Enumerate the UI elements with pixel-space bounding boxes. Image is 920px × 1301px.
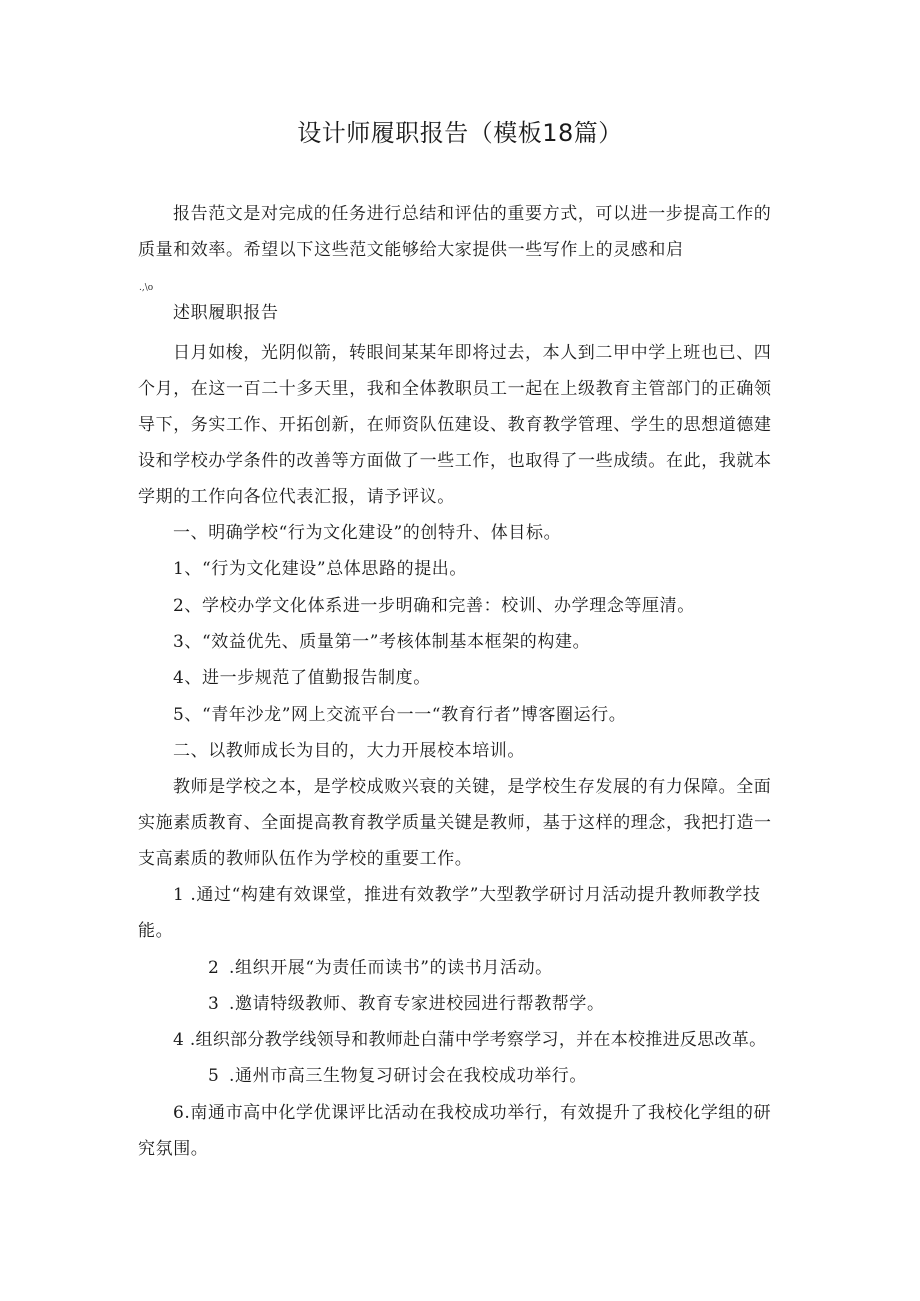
list-text: .组织开展“为责任而读书”的读书月活动。 [229, 958, 553, 978]
list-item: 1、“行为文化建设”总体思路的提出。 [173, 559, 467, 579]
list-item [138, 986, 778, 1022]
list-item: 2、学校办学文化体系进一步明确和完善：校训、办学理念等厘清。 [173, 596, 695, 616]
list-number: 5 [208, 1066, 220, 1086]
list-text: .通州市高三生物复习研讨会在我校成功举行。 [229, 1066, 588, 1086]
teacher-paragraph: 教师是学校之本，是学校成败兴衰的关键，是学校生存发展的有力保障。全面实施素质教育、全面提高教育教学质量关键是教师，基于这样的理念，我把打造一支高素质的教师队伍作为学校的重要工作。 [138, 777, 772, 869]
list-item [138, 1058, 778, 1094]
intro-paragraph: 报告范文是对完成的任务进行总结和评估的重要方式，可以进一步提高工作的质量和效率。希望以下这些范文能够给大家提供一些写作上的灵感和启 [138, 204, 772, 260]
list-item: 5、“青年沙龙”网上交流平台一一“教育行者”博客圈运行。 [173, 705, 627, 725]
list-item: 1 .通过“构建有效课堂，推进有效教学”大型教学研讨月活动提升教师教学技能。 [138, 885, 761, 941]
document-title: 设计师履职报告（模板18篇） [297, 119, 623, 147]
section-heading-2: 二、以教师成长为目的，大力开展校本培训。 [173, 741, 525, 761]
opening-paragraph: 日月如梭，光阴似箭，转眼间某某年即将过去，本人到二甲中学上班也已、四个月，在这一百二十多天里，我和全体教职员工一起在上级教育主管部门的正确领导下，务实工作、开拓创新，在师资队伍建设、教育教学管理、学生的思想道德建设和学校办学条件的改善等方面做了一些工作，也取得了一些成绩。在此，我就本学期的工作向各位代表汇报，请予评议。 [138, 343, 772, 507]
list-item: 4、进一步规范了值勤报告制度。 [173, 668, 431, 688]
list-number: 2 [208, 958, 220, 978]
section-heading-1: 一、明确学校“行为文化建设”的创特升、体目标。 [173, 523, 562, 543]
list-item: 3、“效益优先、质量第一”考核体制基本框架的构建。 [173, 632, 591, 652]
list-item: 6.南通市高中化学优课评比活动在我校成功举行，有效提升了我校化学组的研究氛围。 [138, 1103, 772, 1159]
report-heading: 述职履职报告 [173, 303, 279, 323]
list-number: 3 [208, 994, 220, 1014]
list-item: 4 .组织部分教学线领导和教师赴白蒲中学考察学习，并在本校推进反思改革。 [173, 1030, 767, 1050]
list-item [138, 950, 778, 986]
stray-text-fragment: .,\o [139, 283, 154, 293]
list-text: .邀请特级教师、教育专家进校园进行帮教帮学。 [229, 994, 605, 1014]
